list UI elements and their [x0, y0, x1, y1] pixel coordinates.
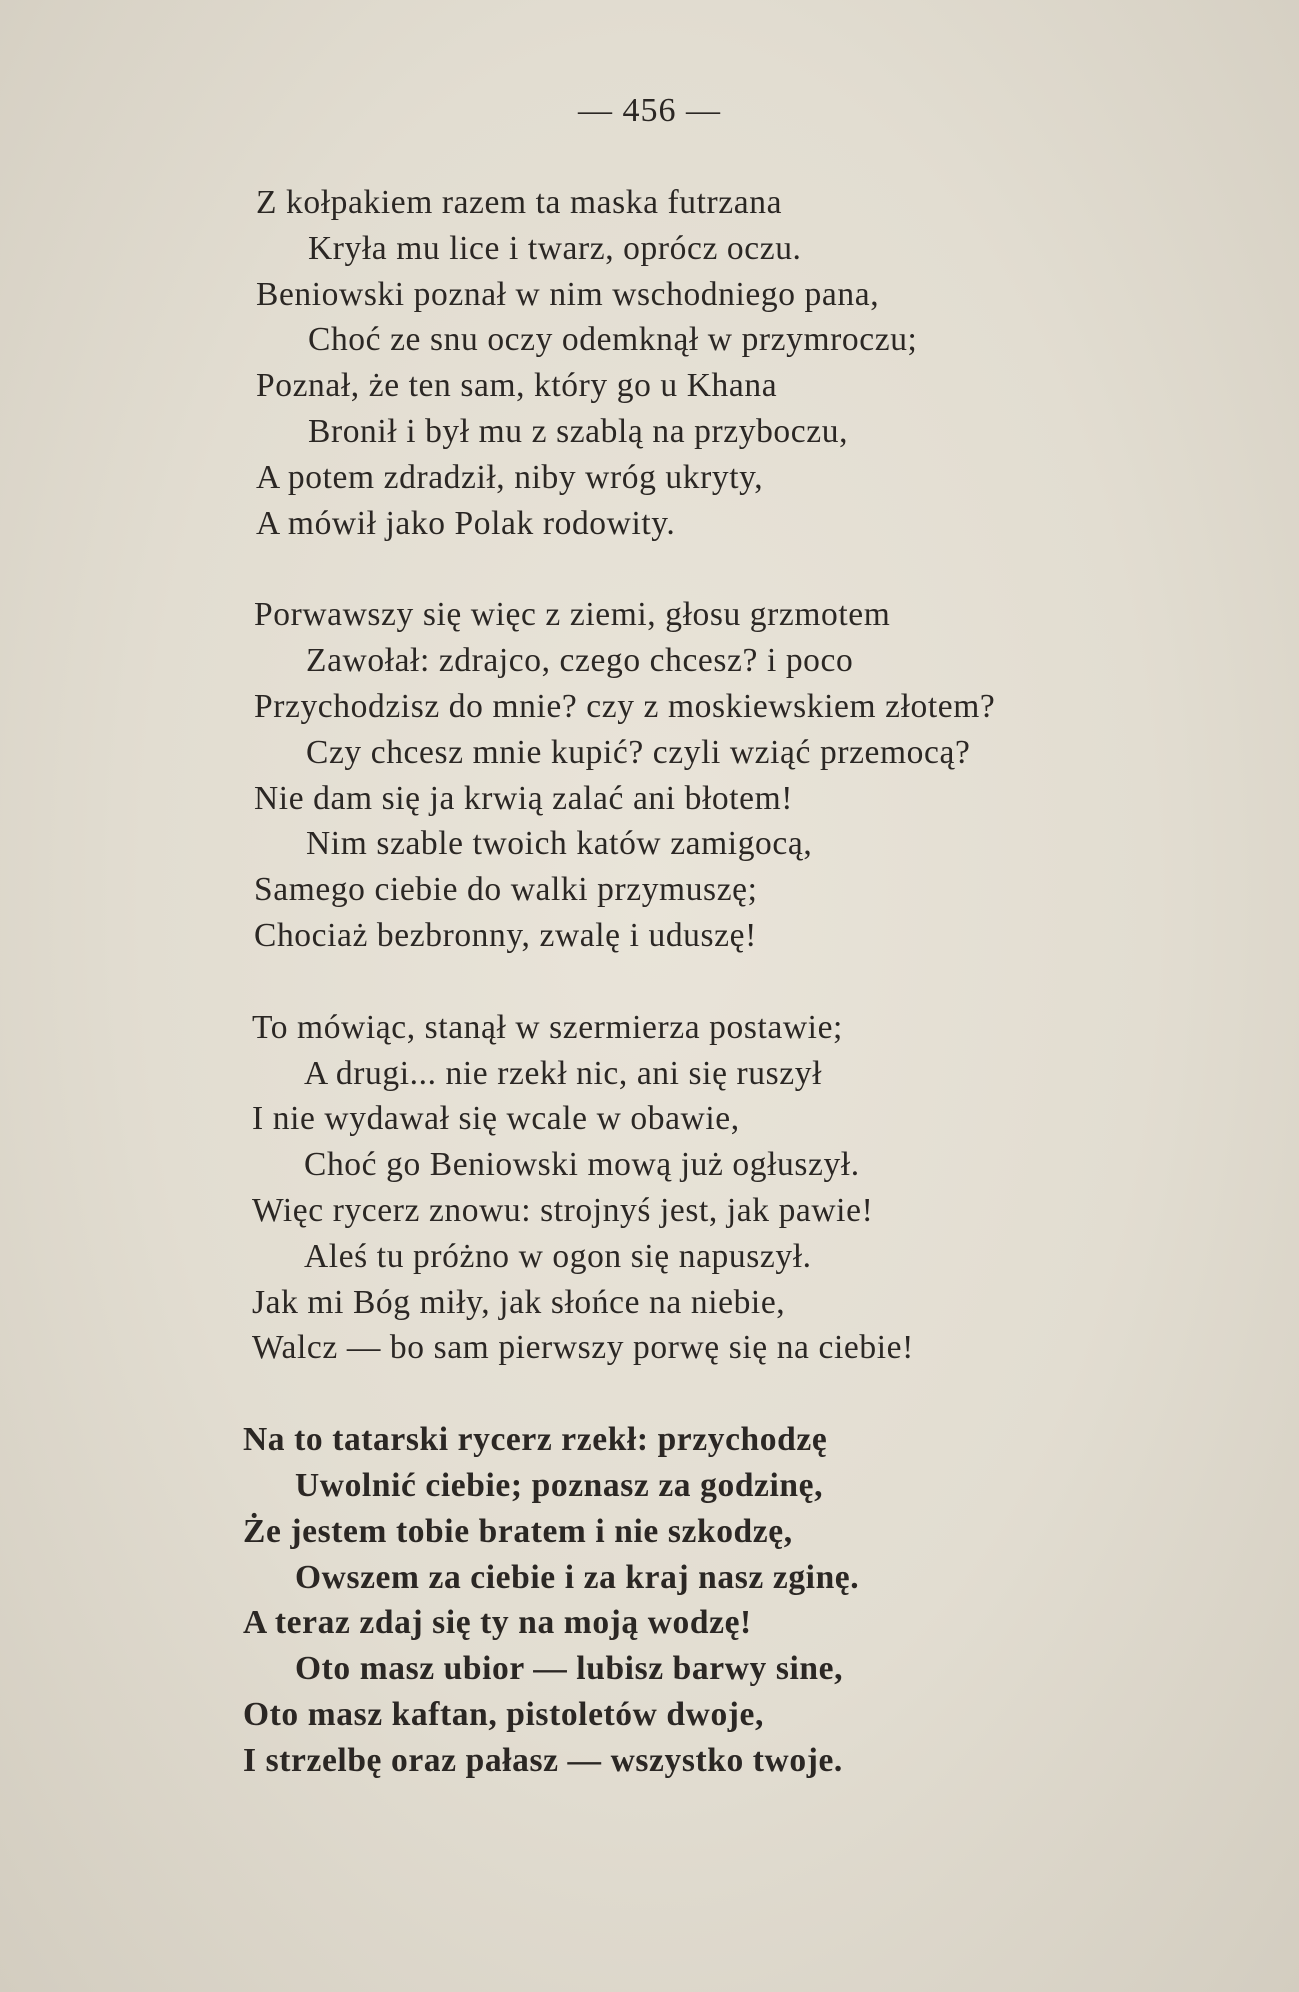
stanza-2 — [254, 592, 1299, 958]
verse-line: To mówiąc, stanął w szermierza postawie; — [252, 1008, 843, 1046]
verse-line: Przychodzisz do mnie? czy z moskiewskiem złotem? — [254, 687, 996, 725]
verse-line: Nim szable twoich katów zamigocą, — [306, 825, 813, 863]
verse-line: Kryła mu lice i twarz, oprócz oczu. — [308, 229, 802, 267]
verse-line: I strzelbę oraz pałasz — wszystko twoje. — [243, 1741, 843, 1779]
verse-line: Że jestem tobie bratem i nie szkodzę, — [243, 1512, 793, 1550]
verse-line: I nie wydawał się wcale w obawie, — [252, 1100, 740, 1138]
verse-line: Na to tatarski rycerz rzekł: przychodzę — [243, 1421, 828, 1459]
verse-line: Beniowski poznał w nim wschodniego pana, — [256, 275, 880, 313]
stanza-1 — [256, 180, 1299, 546]
verse-line: Choć ze snu oczy odemknął w przymroczu; — [308, 321, 918, 359]
verse-line: Poznał, że ten sam, który go u Khana — [256, 367, 778, 405]
verse-line: Oto masz ubior — lubisz barwy sine, — [295, 1650, 844, 1688]
verse-line: Z kołpakiem razem ta maska futrzana — [256, 184, 783, 221]
verse-line: Chociaż bezbronny, zwalę i uduszę! — [254, 916, 757, 954]
verse-line: Zawołał: zdrajco, czego chcesz? i poco — [306, 642, 854, 680]
verse-line: A potem zdradził, niby wróg ukryty, — [256, 458, 764, 496]
verse-line: A mówił jako Polak rodowity. — [256, 504, 676, 542]
verse-line: A drugi... nie rzekł nic, ani się ruszył — [304, 1054, 822, 1092]
verse-line: Porwawszy się więc z ziemi, głosu grzmotem — [254, 596, 891, 634]
verse-line: A teraz zdaj się ty na moją wodzę! — [243, 1604, 752, 1642]
verse-line: Jak mi Bóg miły, jak słońce na niebie, — [252, 1283, 786, 1321]
verse-line: Nie dam się ja krwią zalać ani błotem! — [254, 779, 794, 817]
verse-line: Czy chcesz mnie kupić? czyli wziąć przemocą? — [306, 733, 971, 771]
verse-line: Bronił i był mu z szablą na przyboczu, — [308, 412, 849, 450]
stanza-3 — [252, 1005, 1299, 1371]
verse-line: Walcz — bo sam pierwszy porwę się na ciebie! — [252, 1329, 914, 1367]
verse-line: Oto masz kaftan, pistoletów dwoje, — [243, 1695, 765, 1733]
stanza-4 — [243, 1417, 1299, 1783]
verse-line: Więc rycerz znowu: strojnyś jest, jak pawie! — [252, 1191, 874, 1229]
verse-line: Owszem za ciebie i za kraj nasz zginę. — [295, 1558, 860, 1596]
page-number: — 456 — — [578, 92, 721, 129]
poem — [0, 180, 1299, 1784]
verse-line: Uwolnić ciebie; poznasz za godzinę, — [295, 1466, 824, 1504]
verse-line: Samego ciebie do walki przymuszę; — [254, 871, 758, 909]
verse-line: Choć go Beniowski mową już ogłuszył. — [304, 1146, 860, 1184]
verse-line: Aleś tu próżno w ogon się napuszył. — [304, 1237, 812, 1275]
